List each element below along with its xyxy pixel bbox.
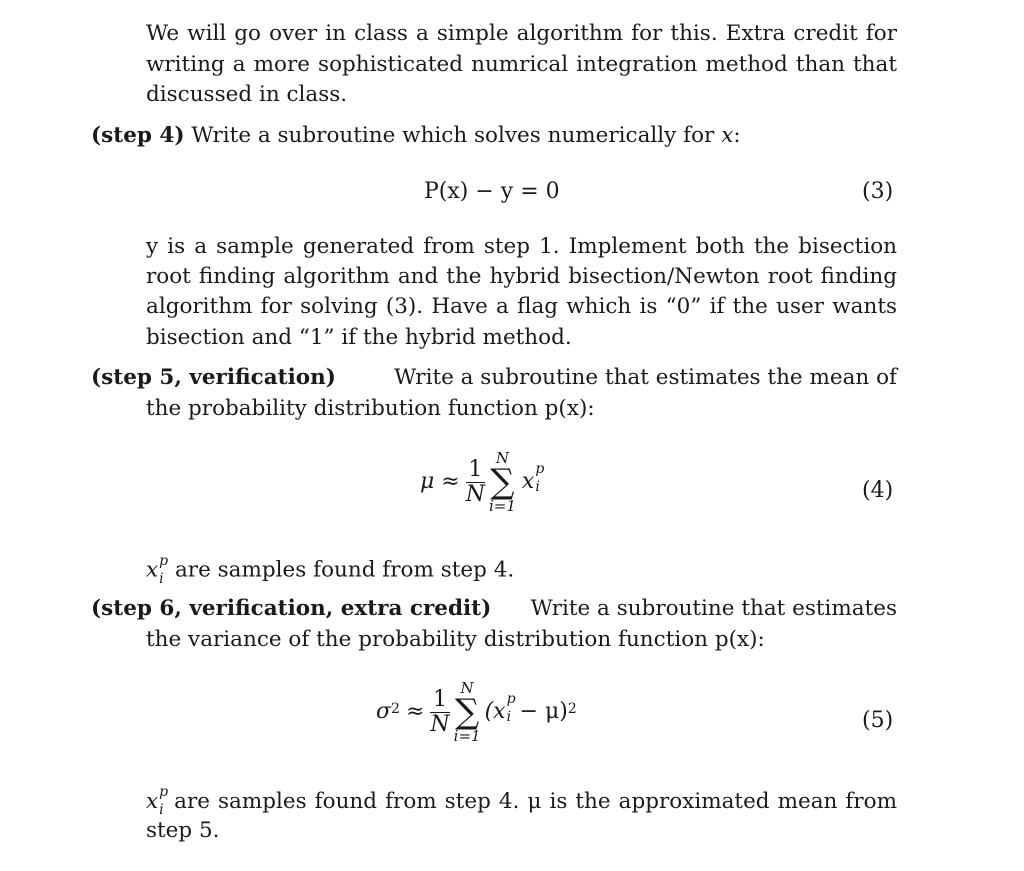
eq5-rest: − μ) xyxy=(519,699,568,724)
eq4-frac-num: 1 xyxy=(466,458,485,483)
step4-para-line-1: y is a sample generated from step 1. Implement both the bisection xyxy=(146,234,897,259)
step6-after-line1: x p i are samples found from step 4. μ is the approximated mean from xyxy=(146,784,897,818)
eq5-approx: ≈ xyxy=(405,699,425,724)
equation-3-number: (3) xyxy=(862,179,894,204)
eq4-term-sub: i xyxy=(535,479,540,495)
step4-colon: : xyxy=(733,123,741,148)
step5-after-text: are samples found from step 4. xyxy=(174,557,515,583)
step5-line1: Write a subroutine that estimates the mean of xyxy=(394,365,897,390)
eq5-term-sub: i xyxy=(506,709,512,725)
eq5-term-sup: p xyxy=(506,691,516,707)
step5-line2: the probability distribution function p(x): xyxy=(146,396,595,421)
step6-line2: the variance of the probability distribution function p(x): xyxy=(146,627,765,652)
step4-label: (step 4) xyxy=(91,123,185,148)
eq5-sum-upper: N xyxy=(460,679,474,697)
eq4-term-sup: p xyxy=(535,461,545,477)
intro-line-3: discussed in class. xyxy=(146,82,348,107)
equation-3: P(x) − y = 0 xyxy=(424,179,560,204)
eq4-sum xyxy=(489,450,516,514)
step4-para-line-2: root finding algorithm and the hybrid bisection/Newton root finding xyxy=(146,264,897,289)
step6-line1: Write a subroutine that estimates xyxy=(530,596,897,621)
equation-5 xyxy=(376,680,577,744)
eq4-lhs: μ ≈ xyxy=(420,469,460,494)
eq5-lhs-sup: 2 xyxy=(391,701,400,717)
eq4-term-scripts xyxy=(534,461,545,495)
step5-after: x p i are samples found from step 4. xyxy=(146,553,515,587)
intro-line-2: writing a more sophisticated numrical integration method than that xyxy=(146,52,897,77)
eq5-frac-den: N xyxy=(430,711,450,737)
step4-para-line-3: algorithm for solving (3). Have a flag which is “0” if the user wants xyxy=(146,294,897,319)
eq4-term: x xyxy=(521,469,535,494)
eq5-frac-num: 1 xyxy=(430,688,449,713)
equation-4 xyxy=(420,450,544,514)
step4-text: Write a subroutine which solves numerically for xyxy=(191,123,715,148)
eq5-fraction xyxy=(430,688,449,737)
step6-after-text: are samples found from step 4. μ is the approximated mean from xyxy=(174,788,897,814)
equation-4-number: (4) xyxy=(862,478,894,503)
eq4-fraction xyxy=(466,458,485,507)
step5-label: (step 5, verification) xyxy=(91,365,336,390)
step5-heading xyxy=(91,363,897,394)
step4-para-line-4: bisection and “1” if the hybrid method. xyxy=(146,325,572,350)
eq5-term-scripts xyxy=(506,691,516,725)
eq5-lhs: σ xyxy=(376,699,392,724)
eq5-open: (x xyxy=(484,699,506,724)
eq4-sum-lower: i=1 xyxy=(488,497,516,515)
eq4-sum-upper: N xyxy=(495,449,509,467)
eq5-sum-symbol: ∑ xyxy=(454,692,480,732)
eq5-sum-lower: i=1 xyxy=(453,727,481,745)
eq4-frac-den: N xyxy=(465,481,485,507)
step6-after-line2: step 5. xyxy=(146,818,220,843)
eq5-sum xyxy=(454,680,481,744)
step4-heading xyxy=(91,121,897,152)
step6-heading xyxy=(91,594,897,625)
step6-label: (step 6, verification, extra credit) xyxy=(91,596,492,621)
intro-line-1: We will go over in class a simple algorithm for this. Extra credit for xyxy=(146,21,897,46)
eq4-sum-symbol: ∑ xyxy=(490,462,515,502)
step4-var: x xyxy=(721,123,734,148)
equation-5-number: (5) xyxy=(862,708,894,733)
eq5-rest-sup: 2 xyxy=(567,701,577,717)
